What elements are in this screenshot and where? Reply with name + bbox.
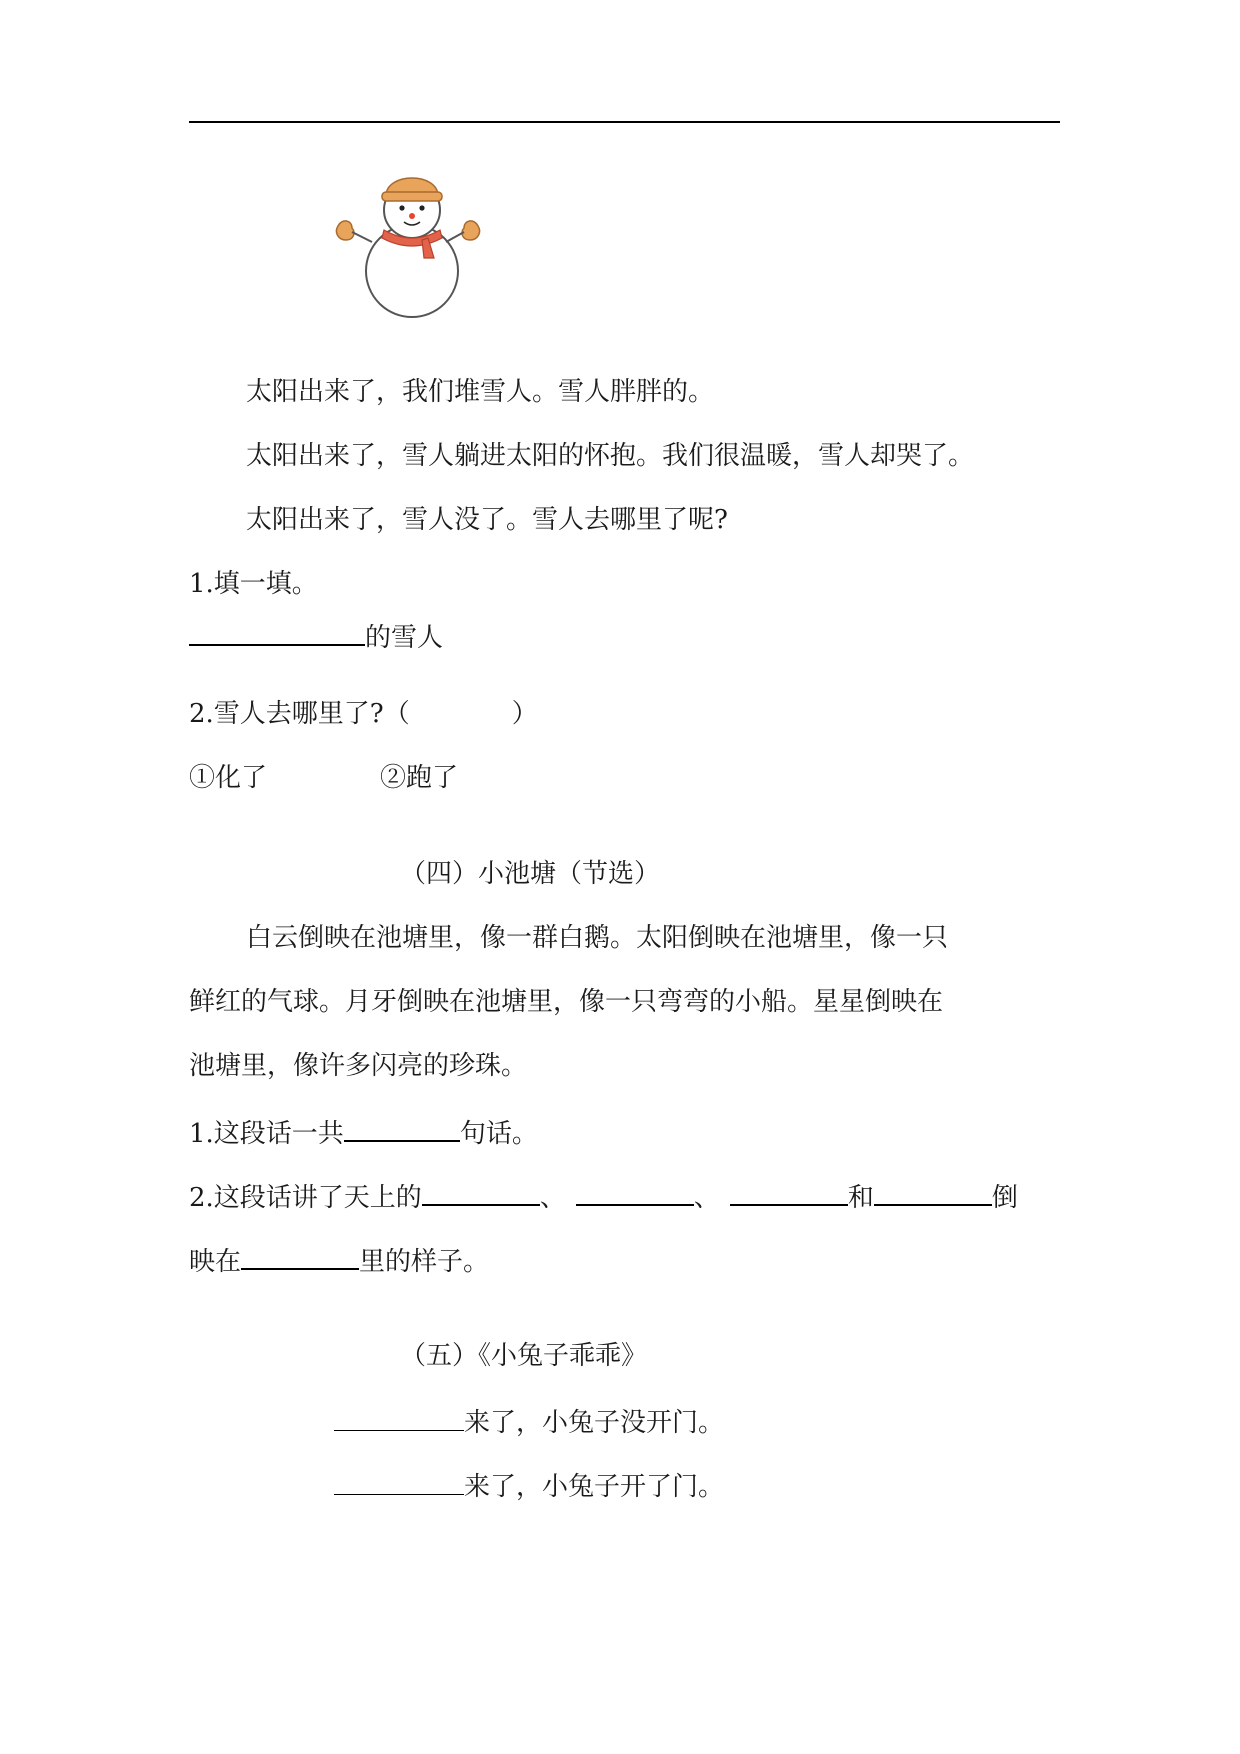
- section-4-question-1: [189, 1112, 538, 1152]
- question-2-suffix: ）: [511, 699, 538, 729]
- question-2-prefix: 2.雪人去哪里了?（: [189, 699, 410, 729]
- s5-line2-suffix: 来了，小兔子开了门。: [464, 1472, 725, 1502]
- s4-q2-sep: 、: [693, 1183, 720, 1213]
- question-2-row: [189, 696, 538, 732]
- answer-blank[interactable]: [344, 1112, 460, 1142]
- story-paragraph-2: 太阳出来了，雪人躺进太阳的怀抱。我们很温暖，雪人却哭了。: [246, 441, 975, 471]
- section-4-text-line-1: 白云倒映在池塘里，像一群白鹅。太阳倒映在池塘里，像一只: [246, 923, 949, 953]
- story-paragraph-3: 太阳出来了，雪人没了。雪人去哪里了呢?: [246, 505, 728, 535]
- section-4-question-2-cont: [189, 1240, 489, 1280]
- answer-blank[interactable]: [422, 1176, 540, 1206]
- s4-q2-end: 倒: [991, 1183, 1018, 1213]
- section-4-text-line-3: 池塘里，像许多闪亮的珍珠。: [189, 1051, 528, 1081]
- option-2[interactable]: ②跑了: [380, 763, 459, 793]
- question-1-label: 1.填一填。: [189, 569, 318, 599]
- answer-blank[interactable]: [241, 1240, 359, 1270]
- s4-q1-suffix: 句话。: [459, 1119, 538, 1149]
- s5-line1-suffix: 来了，小兔子没开门。: [464, 1408, 725, 1438]
- story-paragraph-1: 太阳出来了，我们堆雪人。雪人胖胖的。: [246, 377, 715, 407]
- s4-q1-prefix: 1.这段话一共: [189, 1119, 344, 1149]
- snowman-illustration: [318, 158, 506, 318]
- s4-q2-line2-prefix: 映在: [189, 1247, 242, 1277]
- section-5-line-2: [334, 1466, 724, 1505]
- section-5-title: （五）《小兔子乖乖》: [400, 1341, 648, 1371]
- answer-blank[interactable]: [730, 1176, 848, 1206]
- header-rule: [189, 121, 1060, 123]
- option-1[interactable]: ①化了: [189, 763, 268, 793]
- s4-q2-and: 和: [847, 1183, 874, 1213]
- answer-blank[interactable]: [334, 1466, 464, 1495]
- section-4-text-line-2: 鲜红的气球。月牙倒映在池塘里，像一只弯弯的小船。星星倒映在: [189, 987, 944, 1017]
- section-4-question-2: [189, 1176, 1018, 1216]
- question-1-suffix: 的雪人: [365, 623, 444, 653]
- s4-q2-sep: 、: [539, 1183, 566, 1213]
- s4-q2-line2-suffix: 里的样子。: [359, 1247, 490, 1277]
- answer-blank[interactable]: [334, 1402, 464, 1431]
- answer-blank[interactable]: [874, 1176, 992, 1206]
- answer-blank[interactable]: [189, 616, 365, 646]
- section-4-title: （四）小池塘（节选）: [400, 859, 661, 889]
- question-1-fill-row: [189, 616, 443, 656]
- answer-blank[interactable]: [576, 1176, 694, 1206]
- section-5-line-1: [334, 1402, 724, 1441]
- s4-q2-prefix: 2.这段话讲了天上的: [189, 1183, 422, 1213]
